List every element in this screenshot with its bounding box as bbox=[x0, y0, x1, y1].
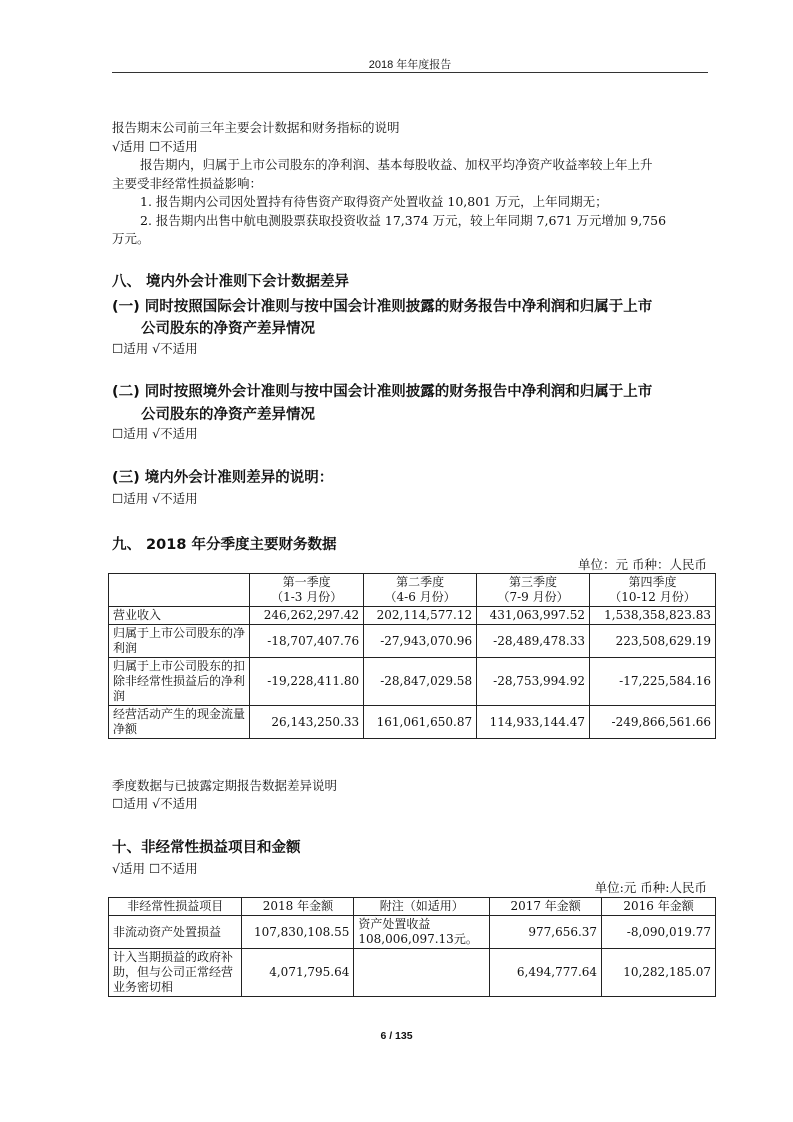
intro-item2-cont: 万元。 bbox=[112, 231, 150, 246]
cell-value: -8,090,019.77 bbox=[602, 916, 716, 949]
page-header: 2018 年年度报告 bbox=[368, 59, 452, 71]
header-note: 附注（如适用） bbox=[354, 898, 490, 916]
cell-value: 6,494,777.64 bbox=[490, 949, 602, 997]
header-q3: 第三季度 （7-9 月份） bbox=[477, 574, 590, 607]
quarterly-header-row bbox=[109, 574, 716, 607]
header-blank bbox=[109, 574, 250, 607]
section10-applicability: √适用 ☐不适用 bbox=[112, 861, 198, 876]
cell-value: -17,225,584.16 bbox=[590, 658, 716, 706]
header-2018: 2018 年金额 bbox=[242, 898, 354, 916]
header-2016: 2016 年金额 bbox=[602, 898, 716, 916]
cell-value: 223,508,629.19 bbox=[590, 625, 716, 658]
cell-value: -28,489,478.33 bbox=[477, 625, 590, 658]
row-label: 非流动资产处置损益 bbox=[109, 916, 242, 949]
row-label: 营业收入 bbox=[109, 607, 250, 625]
table-row bbox=[109, 706, 716, 739]
section9-title: 九、 2018 年分季度主要财务数据 bbox=[112, 537, 337, 553]
cell-value: -28,847,029.58 bbox=[364, 658, 477, 706]
quarterly-table bbox=[108, 573, 716, 739]
table-row bbox=[109, 625, 716, 658]
header-q2: 第二季度 （4-6 月份） bbox=[364, 574, 477, 607]
cell-value: -27,943,070.96 bbox=[364, 625, 477, 658]
row-label: 计入当期损益的政府补助，但与公司正常经营业务密切相 bbox=[109, 949, 242, 997]
cell-value: 26,143,250.33 bbox=[250, 706, 364, 739]
section8-sub2-applicability: ☐适用 √不适用 bbox=[112, 426, 198, 441]
cell-note bbox=[354, 949, 490, 997]
header-q4: 第四季度 （10-12 月份） bbox=[590, 574, 716, 607]
intro-applicability: √适用 ☐不适用 bbox=[112, 139, 198, 154]
header-divider bbox=[112, 72, 708, 73]
cell-note: 资产处置收益108,006,097.13元。 bbox=[354, 916, 490, 949]
nonrecurring-table bbox=[108, 897, 716, 997]
cell-value: 114,933,144.47 bbox=[477, 706, 590, 739]
cell-value: 431,063,997.52 bbox=[477, 607, 590, 625]
cell-value: 977,656.37 bbox=[490, 916, 602, 949]
section8-sub3-applicability: ☐适用 √不适用 bbox=[112, 491, 198, 506]
section8-sub3: (三) 境内外会计准则差异的说明： bbox=[112, 470, 334, 486]
intro-item2: 2. 报告期内出售中航电测股票获取投资收益 17,374 万元，较上年同期 7,671 万元增加 9,756 bbox=[140, 213, 667, 228]
cell-value: -18,707,407.76 bbox=[250, 625, 364, 658]
section8-sub1-line2: 公司股东的净资产差异情况 bbox=[141, 321, 315, 337]
cell-value: -249,866,561.66 bbox=[590, 706, 716, 739]
row-label: 经营活动产生的现金流量净额 bbox=[109, 706, 250, 739]
cell-value: 161,061,650.87 bbox=[364, 706, 477, 739]
intro-line1: 报告期内，归属于上市公司股东的净利润、基本每股收益、加权平均净资产收益率较上年上升 bbox=[140, 157, 653, 172]
quarterly-note: 季度数据与已披露定期报告数据差异说明 bbox=[112, 778, 338, 793]
cell-value: 202,114,577.12 bbox=[364, 607, 477, 625]
intro-item1: 1. 报告期内公司因处置持有待售资产取得资产处置收益 10,801 万元，上年同期无； bbox=[140, 194, 608, 209]
table-row bbox=[109, 607, 716, 625]
intro-line2: 主要受非经常性损益影响： bbox=[112, 176, 263, 191]
cell-value: 4,071,795.64 bbox=[242, 949, 354, 997]
cell-value: 1,538,358,823.83 bbox=[590, 607, 716, 625]
row-label: 归属于上市公司股东的净利润 bbox=[109, 625, 250, 658]
section8-sub2-line1: (二) 同时按照境外会计准则与按中国会计准则披露的财务报告中净利润和归属于上市 bbox=[112, 384, 653, 400]
cell-value: -19,228,411.80 bbox=[250, 658, 364, 706]
cell-value: 10,282,185.07 bbox=[602, 949, 716, 997]
section8-sub1-applicability: ☐适用 √不适用 bbox=[112, 341, 198, 356]
quarterly-note-applicability: ☐适用 √不适用 bbox=[112, 796, 198, 811]
cell-value: 246,262,297.42 bbox=[250, 607, 364, 625]
row-label: 归属于上市公司股东的扣除非经常性损益后的净利润 bbox=[109, 658, 250, 706]
header-item: 非经常性损益项目 bbox=[109, 898, 242, 916]
section8-sub1-line1: (一) 同时按照国际会计准则与按中国会计准则披露的财务报告中净利润和归属于上市 bbox=[112, 299, 653, 315]
nonrecurring-header-row bbox=[109, 898, 716, 916]
table-row bbox=[109, 658, 716, 706]
section8-sub2-line2: 公司股东的净资产差异情况 bbox=[141, 407, 315, 423]
table-row bbox=[109, 949, 716, 997]
cell-value: -28,753,994.92 bbox=[477, 658, 590, 706]
section8-title: 八、 境内外会计准则下会计数据差异 bbox=[112, 274, 350, 290]
header-q1: 第一季度 （1-3 月份） bbox=[250, 574, 364, 607]
page-number: 6 / 135 bbox=[380, 1030, 413, 1042]
intro-title: 报告期末公司前三年主要会计数据和财务指标的说明 bbox=[112, 120, 400, 135]
section9-unit: 单位：元 币种：人民币 bbox=[578, 557, 707, 572]
header-2017: 2017 年金额 bbox=[490, 898, 602, 916]
table-row bbox=[109, 916, 716, 949]
section10-title: 十、非经常性损益项目和金额 bbox=[112, 840, 301, 856]
section10-unit: 单位:元 币种:人民币 bbox=[594, 880, 707, 895]
cell-value: 107,830,108.55 bbox=[242, 916, 354, 949]
